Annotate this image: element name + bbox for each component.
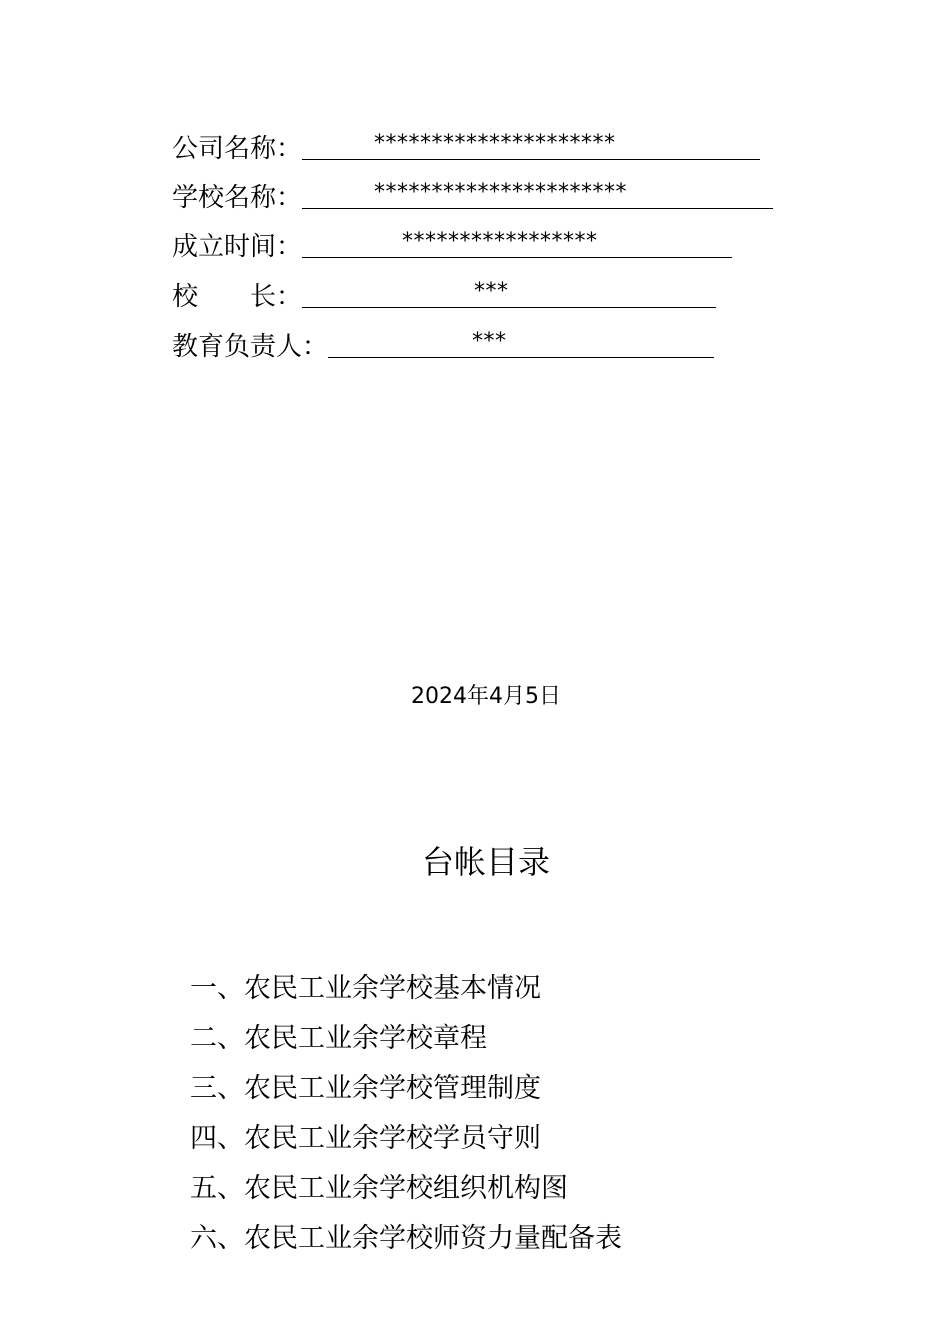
school-name-value: ********************** xyxy=(374,180,628,205)
principal-underline xyxy=(302,277,716,308)
toc-item: 一、农民工业余学校基本情况 xyxy=(190,973,541,1004)
company-name-value: ********************* xyxy=(374,131,616,156)
cover-date: 2024年4月5日 xyxy=(411,684,561,709)
school-name-underline xyxy=(302,178,773,209)
toc-list xyxy=(190,964,622,1264)
company-name-row xyxy=(172,128,760,164)
established-date-underline xyxy=(302,227,732,258)
principal-label: 校 长： xyxy=(172,282,303,312)
principal-row xyxy=(172,276,716,312)
established-date-label: 成立时间： xyxy=(172,232,303,262)
school-name-row xyxy=(172,177,773,213)
principal-value: *** xyxy=(474,279,509,304)
toc-item: 二、农民工业余学校章程 xyxy=(190,1023,487,1054)
established-date-value: ***************** xyxy=(402,229,598,254)
toc-item: 五、农民工业余学校组织机构图 xyxy=(190,1173,568,1204)
toc-title: 台帐目录 xyxy=(421,843,550,881)
toc-item: 六、农民工业余学校师资力量配备表 xyxy=(190,1223,622,1254)
education-head-label: 教育负责人： xyxy=(172,332,329,362)
company-name-underline xyxy=(302,129,760,160)
toc-item: 三、农民工业余学校管理制度 xyxy=(190,1073,541,1104)
education-head-row xyxy=(172,326,714,362)
education-head-value: *** xyxy=(472,329,507,354)
established-date-row xyxy=(172,226,732,262)
education-head-underline xyxy=(328,327,714,358)
company-name-label: 公司名称： xyxy=(172,134,303,164)
toc-item: 四、农民工业余学校学员守则 xyxy=(190,1123,541,1154)
school-name-label: 学校名称： xyxy=(172,183,303,213)
